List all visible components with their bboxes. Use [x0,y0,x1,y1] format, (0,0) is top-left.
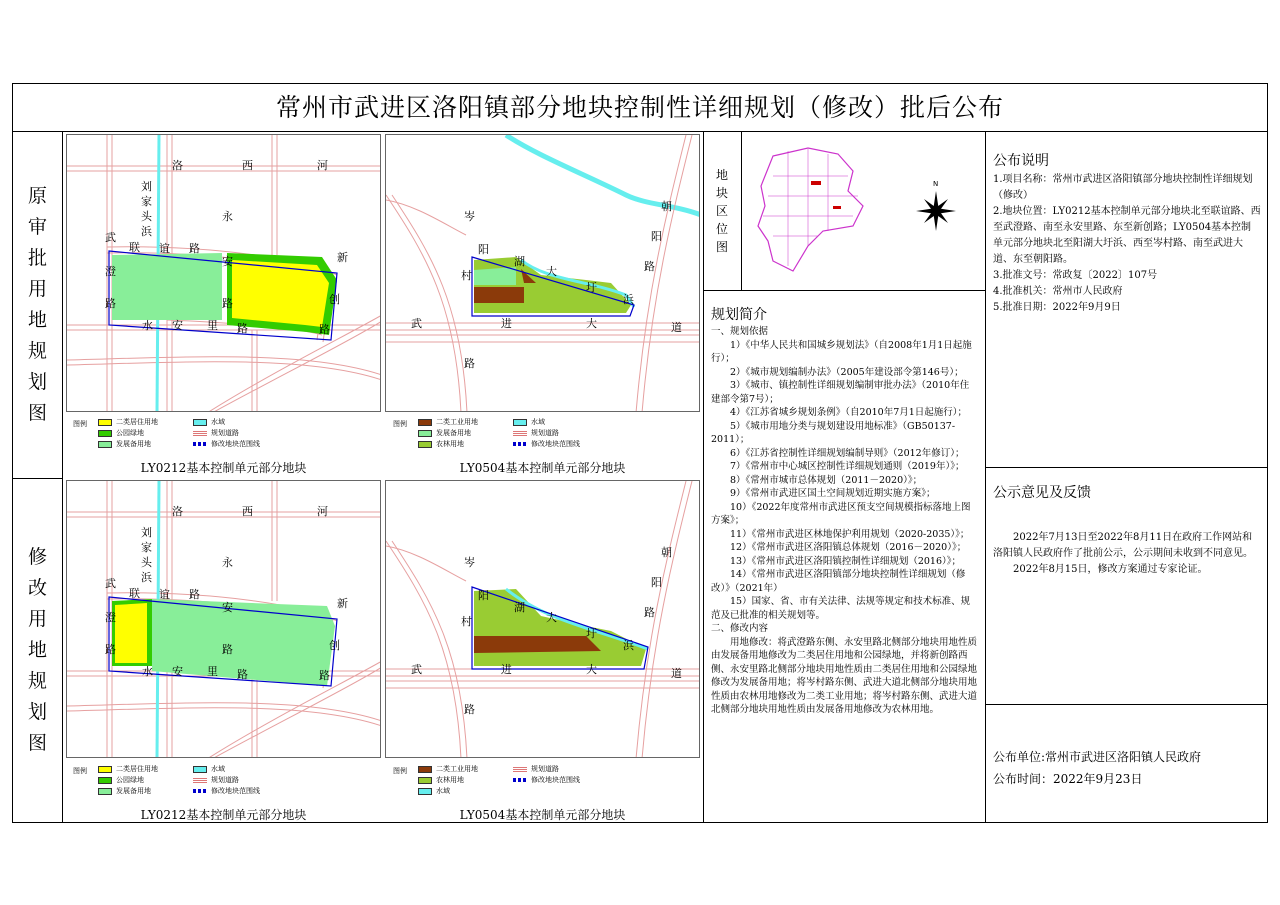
legend-item [513,417,545,427]
road-label: 阳 [478,243,489,256]
road-label: 大 [586,317,597,330]
legend-item [193,439,260,449]
basis-item: 9）《常州市武进区国土空间规划近期实施方案》； [730,488,936,499]
label-char: 改 [27,577,47,599]
label-char: 批 [27,247,47,269]
label-char: 图 [27,732,47,754]
road-label: 路 [105,643,116,656]
basis-item: 11）《常州市武进区林地保护利用规划（2020-2035）》； [730,528,970,540]
legend-swatch [193,419,207,426]
road-label: 谊 [159,588,170,601]
road-label: 洛 [172,505,183,518]
legend-ly0504-modified [393,764,693,800]
legend-swatch [193,777,207,784]
legend-label: 水域 [436,787,450,795]
map-ly0212-modified [66,480,381,758]
intro-body [711,325,977,717]
road-label: 圩 [586,281,597,294]
legend-swatch [193,766,207,773]
notice-heading: 公布说明 [993,153,1049,169]
divider [985,704,1268,705]
road-label: 阳 [651,576,662,589]
road-label: 水 [142,319,153,332]
legend-label: 农林用地 [436,440,464,448]
label-char: 地 [715,168,728,182]
legend-swatch [98,430,112,437]
legend-label: 规划道路 [531,765,559,773]
legend-label: 公园绿地 [116,776,144,784]
feedback-p2: 2022年8月15日，修改方案通过专家论证。 [1013,564,1208,575]
legend-item [418,439,464,449]
location-marker [811,181,821,185]
label-char: 位 [715,222,728,236]
legend-item [98,428,144,438]
road-label: 里 [207,665,218,678]
label-char: 划 [27,701,47,723]
legend-title: 图例 [73,767,87,775]
legend-swatch [513,766,527,773]
label-char: 修 [27,546,47,568]
legend-item [418,428,471,438]
basis-item: 6）《江苏省控制性详细规划编制导则》（2012年修订）； [730,447,965,459]
road-label: 村 [461,615,472,628]
road-label: 路 [189,242,200,255]
basis-item: 2）《城市规划编制办法》（2005年建设部令第146号）； [730,366,964,378]
legend-item [98,439,151,449]
basis-item: 13）《常州市武进区洛阳镇控制性详细规划（2016）》； [730,555,962,567]
location-map-label [703,132,741,290]
road-label: 村 [461,269,472,282]
legend-label: 修改地块范围线 [211,440,260,448]
legend-item [193,417,225,427]
label-char: 审 [27,216,47,238]
publisher-unit: 公布单位:常州市武进区洛阳镇人民政府 [993,750,1202,764]
legend-swatch [193,789,207,793]
legend-label: 二类居住用地 [116,765,158,773]
label-char: 区 [715,204,728,218]
notice-item: 3.批准文号：常政复〔2022〕107号 [993,270,1158,281]
road-label: 头 [141,556,152,569]
legend-swatch [98,419,112,426]
notice-item: 4.批准机关：常州市人民政府 [993,286,1123,297]
modified-plan-label [13,478,63,823]
road-label: 联 [129,241,140,254]
road-label: 家 [141,541,152,554]
map-caption: LY0212基本控制单元部分地块 [140,808,307,822]
road-label: 路 [222,643,233,656]
road-label: 新 [337,597,348,610]
road-label: 阳 [478,589,489,602]
legend-swatch [418,419,432,426]
label-char: 地 [27,639,47,661]
poster-frame [12,83,1268,823]
road-label: 武 [105,577,116,590]
basis-item: 15）国家、省、市有关法律、法规等规定和技术标准、规范及已批准的相关规划等。 [711,596,971,621]
road-label: 浜 [141,225,152,238]
label-char: 图 [715,240,728,254]
road-label: 刘 [141,180,152,193]
road-label: 里 [207,319,218,332]
road-label: 武 [411,317,422,330]
legend-item [513,764,559,774]
compass-n: N [933,180,939,188]
notice-item: 1.项目名称：常州市武进区洛阳镇部分地块控制性详细规划（修改） [993,174,1253,201]
legend-label: 发展备用地 [436,429,471,437]
label-char: 规 [27,670,47,692]
legend-item [193,764,225,774]
legend-swatch [98,788,112,795]
map-ly0212-original [66,134,381,412]
legend-label: 修改地块范围线 [531,776,580,784]
legend-label: 发展备用地 [116,440,151,448]
divider [985,132,986,823]
notice-list [993,172,1261,316]
road-label: 河 [317,159,328,172]
road-label: 创 [329,639,340,652]
legend-swatch [513,419,527,426]
legend-swatch [98,441,112,448]
legend-label: 水域 [211,418,225,426]
page-title: 常州市武进区洛阳镇部分地块控制性详细规划（修改）批后公布 [13,84,1267,132]
road-label: 路 [644,260,655,273]
feedback-p1: 2022年7月13日至2022年8月11日在政府工作网站和洛阳镇人民政府作了批前公示，公示期间未收到不同意见。 [993,532,1253,559]
compass-icon [913,176,963,236]
basis-item: 1）《中华人民共和国城乡规划法》（自2008年1月1日起施行）； [711,339,972,364]
legend-item [193,428,239,438]
notice-item: 5.批准日期：2022年9月9日 [993,302,1121,313]
road-label: 西 [242,159,253,172]
road-label: 路 [644,606,655,619]
legend-item [98,786,151,796]
publisher-time: 公布时间：2022年9月23日 [993,772,1143,786]
divider [703,290,985,291]
legend-swatch [418,766,432,773]
basis-item: 7）《常州市中心城区控制性详细规划通则（2019年）》； [730,461,965,472]
road-label: 湖 [514,255,525,268]
road-label: 大 [546,611,557,624]
road-label: 家 [141,195,152,208]
location-marker [833,206,841,209]
map-caption: LY0504基本控制单元部分地块 [459,461,626,475]
road-label: 武 [105,231,116,244]
map-caption: LY0212基本控制单元部分地块 [140,461,307,475]
legend-label: 二类工业用地 [436,765,478,773]
road-label: 路 [237,322,248,335]
divider [741,132,742,290]
road-label: 西 [242,505,253,518]
legend-swatch [418,430,432,437]
label-char: 原 [27,185,47,207]
legend-swatch [418,788,432,795]
road-label: 洛 [172,159,183,172]
legend-swatch [513,778,527,782]
basis-item: 10）《2022年度常州市武进区预支空间规模指标落地上图方案》； [711,501,971,526]
road-label: 新 [337,251,348,264]
road-label: 进 [501,663,512,676]
basis-item: 3）《城市、镇控制性详细规划编制审批办法》（2010年住建部令第7号）； [711,380,970,405]
road-label: 路 [222,297,233,310]
road-label: 刘 [141,526,152,539]
road-label: 水 [142,665,153,678]
legend-label: 规划道路 [211,429,239,437]
road-label: 安 [172,319,183,332]
road-label: 岑 [464,210,475,223]
legend-label: 发展备用地 [116,787,151,795]
road-label: 浜 [141,571,152,584]
road-label: 湖 [514,601,525,614]
legend-item [98,417,158,427]
legend-swatch [193,442,207,446]
legend-swatch [513,430,527,437]
label-char: 划 [27,371,47,393]
divider [13,478,63,479]
road-label: 澄 [105,611,116,624]
road-label: 联 [129,587,140,600]
road-label: 道 [671,321,682,334]
label-char: 地 [27,309,47,331]
basis-item: 14）《常州市武进区洛阳镇部分地块控制性详细规划（修改）》（2021年） [711,569,966,594]
road-label: 朝 [661,200,672,213]
label-char: 规 [27,340,47,362]
basis-title: 一、规划依据 [711,326,769,337]
location-map [753,146,878,276]
legend-swatch [98,777,112,784]
road-label: 大 [586,663,597,676]
road-label: 路 [237,668,248,681]
legend-title: 图例 [393,420,407,428]
legend-item [513,439,580,449]
road-label: 大 [546,265,557,278]
road-label: 圩 [586,627,597,640]
road-label: 安 [222,255,233,268]
legend-title: 图例 [73,420,87,428]
road-label: 道 [671,667,682,680]
intro-heading: 规划简介 [711,307,767,323]
legend-ly0504-original [393,417,693,453]
basis-list [711,339,977,623]
basis-item: 5）《城市用地分类与规划建设用地标准》（GB50137-2011）； [711,420,956,445]
road-label: 安 [172,665,183,678]
legend-label: 农林用地 [436,776,464,784]
publisher-block [993,746,1261,790]
road-label: 头 [141,210,152,223]
original-plan-label [13,132,63,478]
legend-label: 二类居住用地 [116,418,158,426]
road-label: 朝 [661,546,672,559]
road-label: 永 [222,210,233,223]
legend-item [513,775,580,785]
feedback-heading: 公示意见及反馈 [993,485,1091,501]
legend-label: 规划道路 [211,776,239,784]
road-label: 创 [329,293,340,306]
road-label: 浜 [623,293,634,306]
road-label: 永 [222,556,233,569]
legend-item [98,775,144,785]
road-label: 安 [222,601,233,614]
legend-swatch [513,442,527,446]
legend-label: 二类工业用地 [436,418,478,426]
legend-swatch [98,766,112,773]
legend-item [513,428,559,438]
label-char: 用 [27,608,47,630]
road-label: 河 [317,505,328,518]
basis-item: 12）《常州市武进区洛阳镇总体规划（2016－2020）》； [730,542,967,553]
label-char: 用 [27,278,47,300]
road-label: 路 [319,323,330,336]
legend-ly0212-original [73,417,373,453]
map-caption: LY0504基本控制单元部分地块 [459,808,626,822]
legend-item [193,775,239,785]
feedback-body [993,530,1261,578]
road-label: 路 [319,669,330,682]
legend-label: 修改地块范围线 [211,787,260,795]
legend-swatch [418,777,432,784]
road-label: 路 [464,703,475,716]
road-label: 谊 [159,242,170,255]
basis-item: 8）《常州市城市总体规划（2011－2020）》； [730,474,923,486]
map-ly0504-original [385,134,700,412]
legend-label: 水域 [531,418,545,426]
road-label: 阳 [651,230,662,243]
legend-label: 规划道路 [531,429,559,437]
legend-ly0212-modified [73,764,373,800]
road-label: 澄 [105,265,116,278]
legend-label: 修改地块范围线 [531,440,580,448]
notice-item: 2.地块位置：LY0212基本控制单元部分地块北至联谊路、西至武澄路、南至永安里路、东至新创路；LY0504基本控制单元部分地块北至阳湖大圩浜、西至岑村路、南至武进大道、东至朝阳路。 [993,206,1261,265]
legend-swatch [418,441,432,448]
road-label: 武 [411,663,422,676]
legend-item [98,764,158,774]
legend-item [418,775,464,785]
road-label: 进 [501,317,512,330]
content-text: 用地修改：将武澄路东侧、永安里路北侧部分地块用地性质由发展备用地修改为二类居住用地和公园绿地，并将新创路西侧、永安里路北侧部分地块用地性质由二类居住用地和公园绿地修改为发展备用地；将岑村路东侧、武进大道北侧部分地块用地性质由农林用地修改为二类工业用地；将岑村路东侧、武进大道北侧部分地块用地性质由发展备用地修改为农林用地。 [711,636,978,715]
road-label: 路 [105,297,116,310]
legend-item [418,786,450,796]
legend-label: 水域 [211,765,225,773]
legend-swatch [193,430,207,437]
map-ly0504-modified [385,480,700,758]
legend-item [193,786,260,796]
legend-item [418,764,478,774]
content-title: 二、修改内容 [711,623,769,634]
road-label: 路 [189,588,200,601]
road-label: 岑 [464,556,475,569]
road-label: 浜 [623,639,634,652]
label-char: 图 [27,402,47,424]
legend-item [418,417,478,427]
divider [985,467,1268,468]
road-label: 路 [464,357,475,370]
basis-item: 4）《江苏省城乡规划条例》（自2010年7月1日起施行）； [730,407,968,418]
legend-title: 图例 [393,767,407,775]
legend-label: 公园绿地 [116,429,144,437]
label-char: 块 [715,186,728,200]
